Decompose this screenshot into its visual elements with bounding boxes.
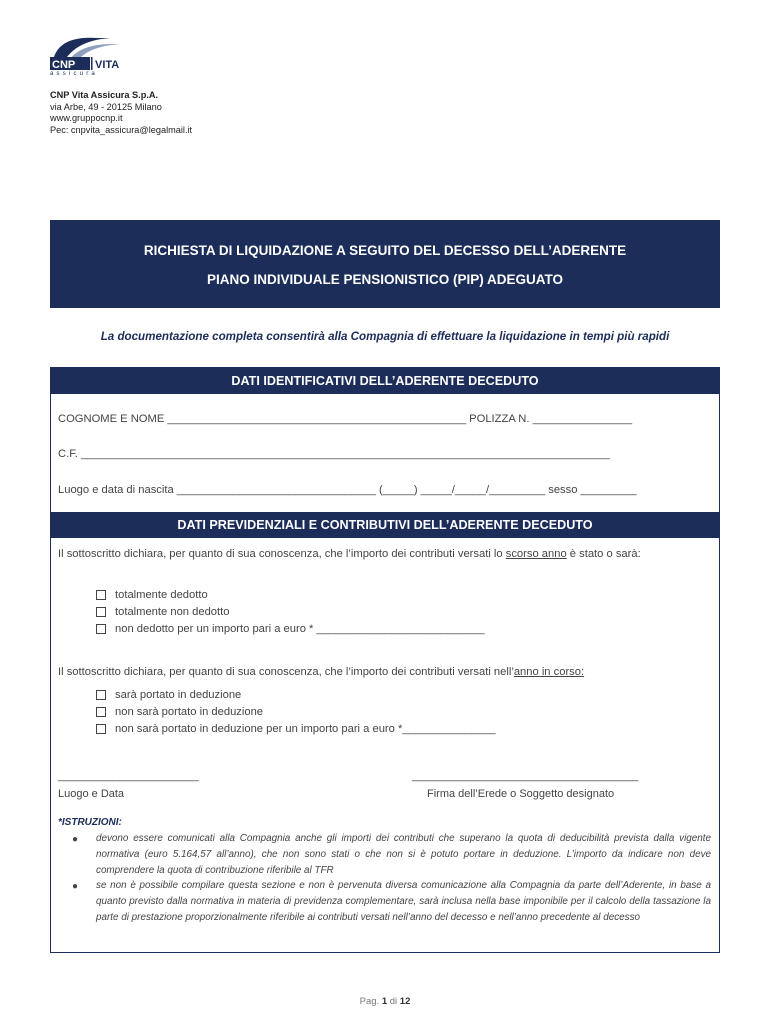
- checkbox-icon[interactable]: [96, 624, 106, 634]
- instructions-title: *ISTRUZIONI:: [58, 817, 122, 828]
- option-totally-not-deducted[interactable]: totalmente non dedotto: [96, 606, 229, 618]
- place-date-label: Luogo e Data: [58, 788, 125, 800]
- question-last-year: Il sottoscritto dichiara, per quanto di sua conoscenza, che l’importo dei contributi versati lo scorso anno è stato o sarà:: [58, 548, 641, 560]
- document-title: RICHIESTA DI LIQUIDAZIONE A SEGUITO DEL DECESSO DELL’ADERENTE: [143, 243, 627, 258]
- section-contributions-header: DATI PREVIDENZIALI E CONTRIBUTIVI DELL’ADERENTE DECEDUTO: [51, 512, 719, 538]
- page-number: Pag. 1 di 12: [359, 996, 411, 1007]
- company-website[interactable]: www.gruppocnp.it: [50, 113, 123, 123]
- option-not-deducted-amount[interactable]: non dedotto per un importo pari a euro * ___________________________: [96, 623, 485, 635]
- instruction-item: se non è possibile compilare questa sezione e non è pervenuta diversa comunicazione alla Compagnia da parte dell’Aderente, in base a quanto previsto dalla normativa in materia di previdenza complementare, sarà inclusa nella base imponibile per il calcolo della tassazione la parte di prestazione proporzionalmente riferibile ai contributi versati nell’anno del decesso e nell’anno precedente al decesso: [96, 880, 711, 924]
- company-info: [50, 90, 192, 136]
- svg-text:CNP: CNP: [52, 59, 76, 71]
- bullet-icon: ●: [72, 881, 79, 892]
- checkbox-icon[interactable]: [96, 607, 106, 617]
- company-address: via Arbe, 49 - 20125 Milano: [50, 101, 162, 112]
- option-not-deducted-amount-current[interactable]: non sarà portato in deduzione per un importo pari a euro *_______________: [96, 723, 496, 735]
- checkbox-icon[interactable]: [96, 707, 106, 717]
- documentation-notice: La documentazione completa consentirà alla Compagnia di effettuare la liquidazione in tempi più rapidi: [100, 330, 670, 343]
- signature-label: Firma dell’Erede o Soggetto designato: [427, 788, 615, 800]
- logo-subtitle: assicura: [50, 71, 98, 77]
- bullet-icon: ●: [72, 834, 79, 845]
- company-name: CNP Vita Assicura S.p.A.: [50, 90, 159, 100]
- document-title-box: [50, 220, 720, 308]
- signature-line[interactable]: _____________________________________: [412, 770, 639, 782]
- checkbox-icon[interactable]: [96, 724, 106, 734]
- question-current-year: Il sottoscritto dichiara, per quanto di sua conoscenza, che l’importo dei contributi versati nell’anno in corso:: [58, 666, 585, 678]
- checkbox-icon[interactable]: [96, 590, 106, 600]
- checkbox-icon[interactable]: [96, 690, 106, 700]
- company-pec[interactable]: Pec: cnpvita_assicura@legalmail.it: [50, 124, 193, 135]
- instruction-item: devono essere comunicati alla Compagnia anche gli importi dei contributi che superano la quota di deducibilità prevista dalla vigente normativa (euro 5.164,57 all’anno), che non sono stati o che non si è potuto portare in deduzione. L’importo da indicare non deve comprendere la quota di contribuzione riferibile al TFR: [96, 833, 711, 877]
- name-policy-field[interactable]: COGNOME E NOME ________________________________________________ POLIZZA N. ________________: [58, 413, 633, 425]
- option-will-be-deducted[interactable]: sarà portato in deduzione: [96, 689, 241, 701]
- birth-data-field[interactable]: Luogo e data di nascita ________________________________ (_____) _____/_____/_________ sesso _________: [58, 484, 637, 496]
- option-will-not-be-deducted[interactable]: non sarà portato in deduzione: [96, 706, 263, 718]
- svg-text:VITA: VITA: [95, 59, 120, 71]
- section-identification-header: DATI IDENTIFICATIVI DELL’ADERENTE DECEDUTO: [51, 368, 719, 394]
- document-subtitle: PIANO INDIVIDUALE PENSIONISTICO (PIP) ADEGUATO: [206, 272, 564, 287]
- place-date-line[interactable]: _______________________: [58, 770, 199, 782]
- tax-code-field[interactable]: C.F. _____________________________________________________________________________________: [58, 448, 610, 460]
- option-totally-deducted[interactable]: totalmente dedotto: [96, 589, 208, 601]
